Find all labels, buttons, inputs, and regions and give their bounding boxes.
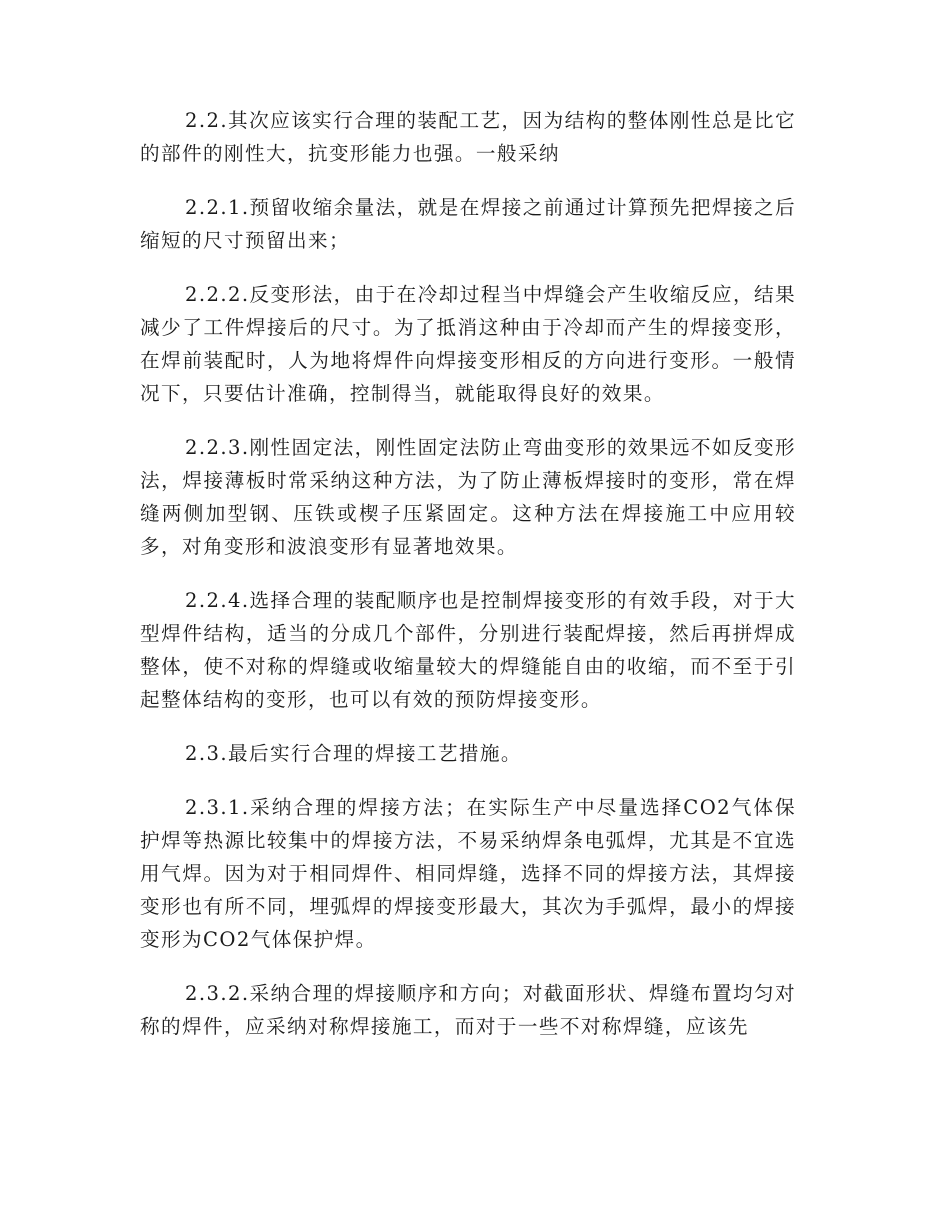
paragraph-2-3: 2.3.最后实行合理的焊接工艺措施。 [185, 742, 522, 765]
paragraph-2-2-1: 2.2.1.预留收缩余量法，就是在焊接之前通过计算预先把焊接之后缩短的尺寸预留出来； [140, 196, 796, 252]
paragraph-2-2-3: 2.2.3.刚性固定法，刚性固定法防止弯曲变形的效果远不如反变形法，焊接薄板时常采纳这种方法，为了防止薄板焊接时的变形，常在焊缝两侧加型钢、压铁或楔子压紧固定。这种方法在焊接施工中应用较多，对角变形和波浪变形有显著地效果。 [140, 436, 796, 558]
paragraph-2-3-1: 2.3.1.采纳合理的焊接方法；在实际生产中尽量选择CO2气体保护焊等热源比较集中的焊接方法，不易采纳焊条电弧焊，尤其是不宜选用气焊。因为对于相同焊件、相同焊缝，选择不同的焊接方法，其焊接变形也有所不同，埋弧焊的焊接变形最大，其次为手弧焊，最小的焊接变形为CO2气体保护焊。 [140, 796, 796, 951]
paragraph-2-3-2: 2.3.2.采纳合理的焊接顺序和方向；对截面形状、焊缝布置均匀对称的焊件，应采纳对称焊接施工，而对于一些不对称焊缝，应该先 [140, 982, 796, 1038]
paragraph-2-2-4: 2.2.4.选择合理的装配顺序也是控制焊接变形的有效手段，对于大型焊件结构，适当的分成几个部件，分别进行装配焊接，然后再拼焊成整体，使不对称的焊缝或收缩量较大的焊缝能自由的收缩，而不至于引起整体结构的变形，也可以有效的预防焊接变形。 [140, 589, 796, 711]
paragraph-2-2: 2.2.其次应该实行合理的装配工艺，因为结构的整体刚性总是比它的部件的刚性大，抗变形能力也强。一般采纳 [140, 109, 796, 165]
paragraph-2-2-2: 2.2.2.反变形法，由于在冷却过程当中焊缝会产生收缩反应，结果减少了工件焊接后的尺寸。为了抵消这种由于冷却而产生的焊接变形，在焊前装配时，人为地将焊件向焊接变形相反的方向进行变形。一般情况下，只要估计准确，控制得当，就能取得良好的效果。 [140, 283, 796, 405]
document-page [140, 104, 796, 1064]
